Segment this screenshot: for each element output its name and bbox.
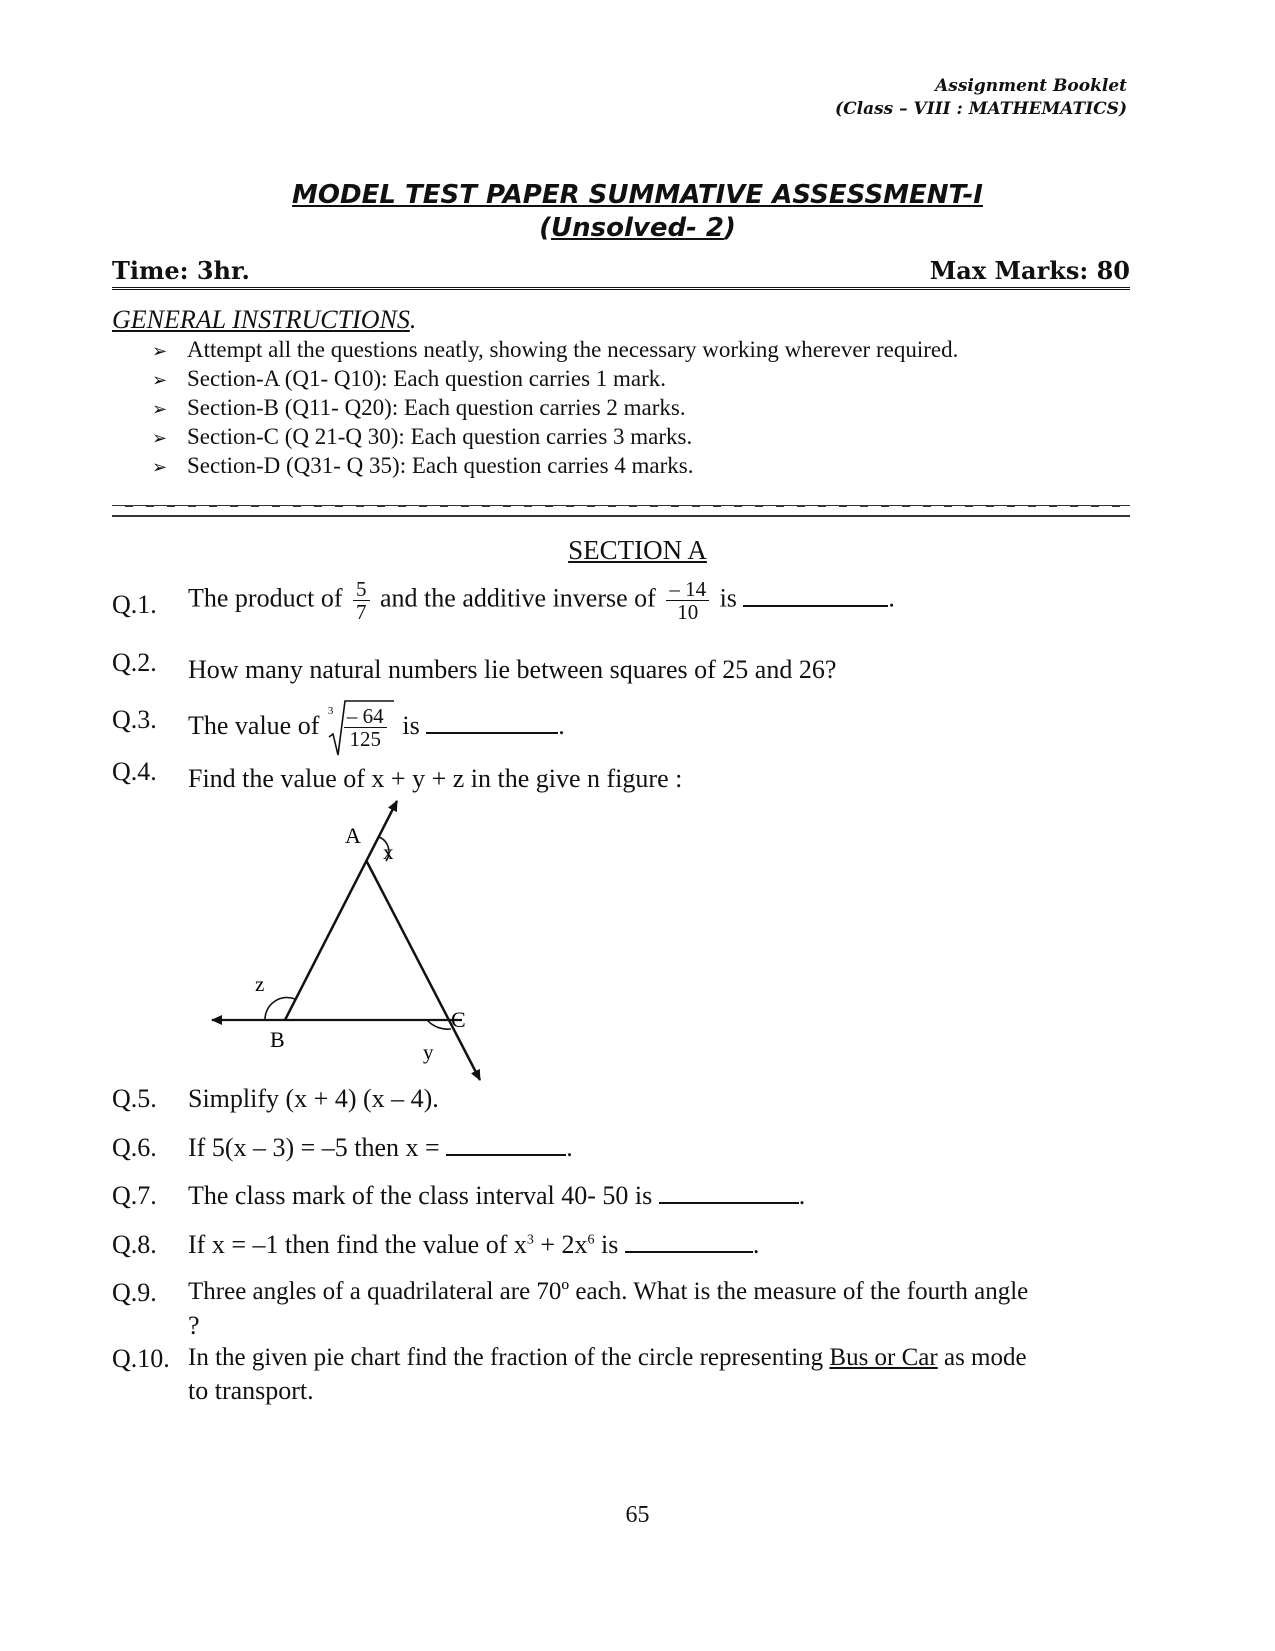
arrow-bullet-icon: ➢ bbox=[152, 457, 168, 478]
q7-text: The class mark of the class interval 40- 50 is bbox=[188, 1181, 653, 1210]
answer-blank[interactable] bbox=[426, 732, 558, 734]
question-7 bbox=[188, 1181, 805, 1211]
question-number: Q.10. bbox=[112, 1344, 170, 1373]
question-10-line-2: to transport. bbox=[188, 1376, 314, 1405]
answer-blank[interactable] bbox=[743, 605, 888, 607]
time-marks-line bbox=[112, 253, 1130, 290]
question-9-line-1: Three angles of a quadrilateral are 70º each. What is the measure of the fourth angle bbox=[188, 1278, 1029, 1305]
question-5: Simplify (x + 4) (x – 4). bbox=[188, 1084, 439, 1113]
question-number: Q.2. bbox=[112, 648, 157, 677]
page-number: 65 bbox=[625, 1502, 650, 1528]
fraction-denominator: 7 bbox=[356, 600, 367, 625]
general-instructions-heading bbox=[112, 305, 416, 335]
fraction bbox=[353, 578, 370, 623]
instruction-text: Section-B (Q11- Q20): Each question carries 2 marks. bbox=[187, 395, 686, 420]
subtitle-close: ) bbox=[724, 213, 736, 243]
question-number: Q.8. bbox=[112, 1230, 157, 1259]
question-1 bbox=[188, 578, 895, 623]
instruction-item bbox=[152, 366, 666, 392]
fraction-numerator: 5 bbox=[353, 578, 370, 601]
fraction-denominator: 10 bbox=[677, 600, 699, 625]
instruction-text: Attempt all the questions neatly, showing the necessary working wherever required. bbox=[187, 337, 959, 362]
bus-or-car-text: Bus or Car bbox=[829, 1344, 938, 1371]
question-8 bbox=[188, 1230, 759, 1260]
vertex-label-c: C bbox=[451, 1007, 466, 1032]
subtitle-text: Unsolved- 2 bbox=[551, 213, 724, 243]
instruction-text: Section-A (Q1- Q10): Each question carries 1 mark. bbox=[187, 366, 667, 391]
vertex-label-b: B bbox=[270, 1027, 285, 1052]
question-9-line-2: ? bbox=[188, 1311, 200, 1340]
answer-blank[interactable] bbox=[446, 1154, 566, 1156]
gi-dot: . bbox=[409, 305, 417, 334]
arrow-bullet-icon: ➢ bbox=[152, 428, 168, 449]
instruction-text: Section-D (Q31- Q 35): Each question carries 4 marks. bbox=[187, 453, 694, 478]
q10-text-a: In the given pie chart find the fraction of the circle representing bbox=[188, 1344, 830, 1371]
arrow-bullet-icon: ➢ bbox=[152, 370, 168, 391]
angle-y-arc bbox=[427, 1020, 451, 1029]
cube-root-expression bbox=[326, 697, 396, 759]
arrow-bullet-icon: ➢ bbox=[152, 341, 168, 362]
q8-text-b: + 2x bbox=[533, 1230, 588, 1259]
question-number: Q.6. bbox=[112, 1133, 157, 1162]
question-2: How many natural numbers lie between squares of 25 and 26? bbox=[188, 655, 837, 684]
paper-subtitle bbox=[0, 213, 1275, 243]
q1-text-a: The product of bbox=[188, 583, 343, 613]
angle-label-x: x bbox=[383, 840, 394, 864]
booklet-class: (Class – VIII : MATHEMATICS) bbox=[835, 99, 1127, 119]
instruction-item bbox=[152, 395, 686, 421]
vertex-label-a: A bbox=[345, 823, 361, 848]
q10-text-b: as mode bbox=[937, 1344, 1027, 1371]
q8-text-c: is bbox=[594, 1230, 619, 1259]
side-ba-extended bbox=[285, 801, 397, 1020]
paper-title: MODEL TEST PAPER SUMMATIVE ASSESSMENT-I bbox=[292, 180, 983, 210]
max-marks-label: Max Marks: 80 bbox=[929, 256, 1130, 285]
section-title: SECTION A bbox=[568, 535, 707, 565]
q3-end: . bbox=[558, 710, 565, 740]
arrow-bullet-icon: ➢ bbox=[152, 399, 168, 420]
question-10-line-1 bbox=[188, 1344, 1027, 1372]
subtitle-open: ( bbox=[539, 213, 551, 243]
q8-text-a: If x = –1 then find the value of x bbox=[188, 1230, 527, 1259]
exponent: 6 bbox=[587, 1232, 595, 1248]
instruction-item bbox=[152, 453, 694, 479]
fraction-numerator: – 64 bbox=[344, 705, 387, 728]
q1-end: . bbox=[888, 583, 895, 613]
question-number: Q.9. bbox=[112, 1278, 157, 1307]
exponent: 3 bbox=[526, 1232, 534, 1248]
fraction bbox=[666, 578, 709, 623]
question-number: Q.7. bbox=[112, 1181, 157, 1210]
q3-text-b: is bbox=[402, 710, 420, 740]
separator-line bbox=[112, 505, 1130, 517]
fraction-denominator: 125 bbox=[349, 727, 382, 752]
fraction-numerator: – 14 bbox=[666, 578, 709, 601]
triangle-figure bbox=[205, 795, 490, 1085]
q6-end: . bbox=[566, 1133, 573, 1162]
question-4: Find the value of x + y + z in the give n figure : bbox=[188, 764, 683, 793]
angle-label-z: z bbox=[255, 972, 265, 996]
fraction bbox=[344, 705, 387, 750]
instruction-item bbox=[152, 337, 958, 363]
angle-label-y: y bbox=[423, 1040, 434, 1064]
question-number: Q.1. bbox=[112, 590, 157, 619]
q8-end: . bbox=[752, 1230, 760, 1259]
gi-label: GENERAL INSTRUCTIONS bbox=[112, 305, 410, 334]
question-number: Q.4. bbox=[112, 757, 157, 786]
q1-text-b: and the additive inverse of bbox=[380, 583, 656, 613]
question-3 bbox=[188, 697, 565, 759]
question-number: Q.5. bbox=[112, 1084, 157, 1113]
q3-text-a: The value of bbox=[188, 710, 320, 740]
answer-blank[interactable] bbox=[625, 1251, 753, 1253]
q7-end: . bbox=[798, 1181, 806, 1210]
question-number: Q.3. bbox=[112, 705, 157, 734]
root-index: 3 bbox=[327, 705, 334, 717]
question-6 bbox=[188, 1133, 573, 1163]
answer-blank[interactable] bbox=[659, 1202, 799, 1204]
q1-text-c: is bbox=[719, 583, 737, 613]
time-label: Time: 3hr. bbox=[112, 256, 250, 285]
booklet-title: Assignment Booklet bbox=[935, 76, 1127, 96]
q6-text: If 5(x – 3) = –5 then x = bbox=[188, 1133, 440, 1162]
instruction-item bbox=[152, 424, 692, 450]
instruction-text: Section-C (Q 21-Q 30): Each question carries 3 marks. bbox=[187, 424, 693, 449]
